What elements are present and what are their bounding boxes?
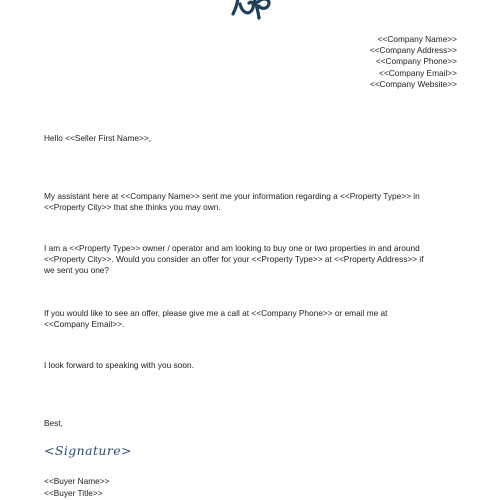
company-name: <<Company Name>> bbox=[377, 34, 457, 44]
company-phone: <<Company Phone>> bbox=[375, 56, 457, 67]
buyer-title: <<Buyer Title>> bbox=[44, 488, 103, 498]
letter-paragraph: I am a <<Property Type>> owner / operator and am looking to buy one or two properties in and around <<Property City>>. Would you consider an offer for your <<Property Type>> at <<Property Address>> if we sent you one? bbox=[44, 243, 424, 275]
letter-closing: Best, bbox=[44, 418, 63, 428]
letter-paragraph: My assistant here at <<Company Name>> sent me your information regarding a <<Property Type>> in <<Property City>> that she thinks you may own. bbox=[44, 191, 420, 212]
letter-greeting: Hello <<Seller First Name>>, bbox=[44, 133, 151, 143]
company-address-block bbox=[370, 34, 457, 90]
company-address: <<Company Address>> bbox=[369, 45, 457, 56]
company-logo-icon bbox=[228, 0, 276, 20]
company-website: <<Company Website>> bbox=[369, 78, 457, 89]
letter-paragraph: I look forward to speaking with you soon. bbox=[44, 360, 194, 370]
letter-paragraph: If you would like to see an offer, please give me a call at <<Company Phone>> or email me at <<Company Email>>. bbox=[44, 308, 388, 329]
company-email: <<Company Email>> bbox=[379, 67, 457, 78]
signature bbox=[43, 440, 135, 462]
buyer-name: <<Buyer Name>> bbox=[44, 476, 110, 486]
svg-text:<Signature>: <Signature> bbox=[44, 443, 132, 458]
